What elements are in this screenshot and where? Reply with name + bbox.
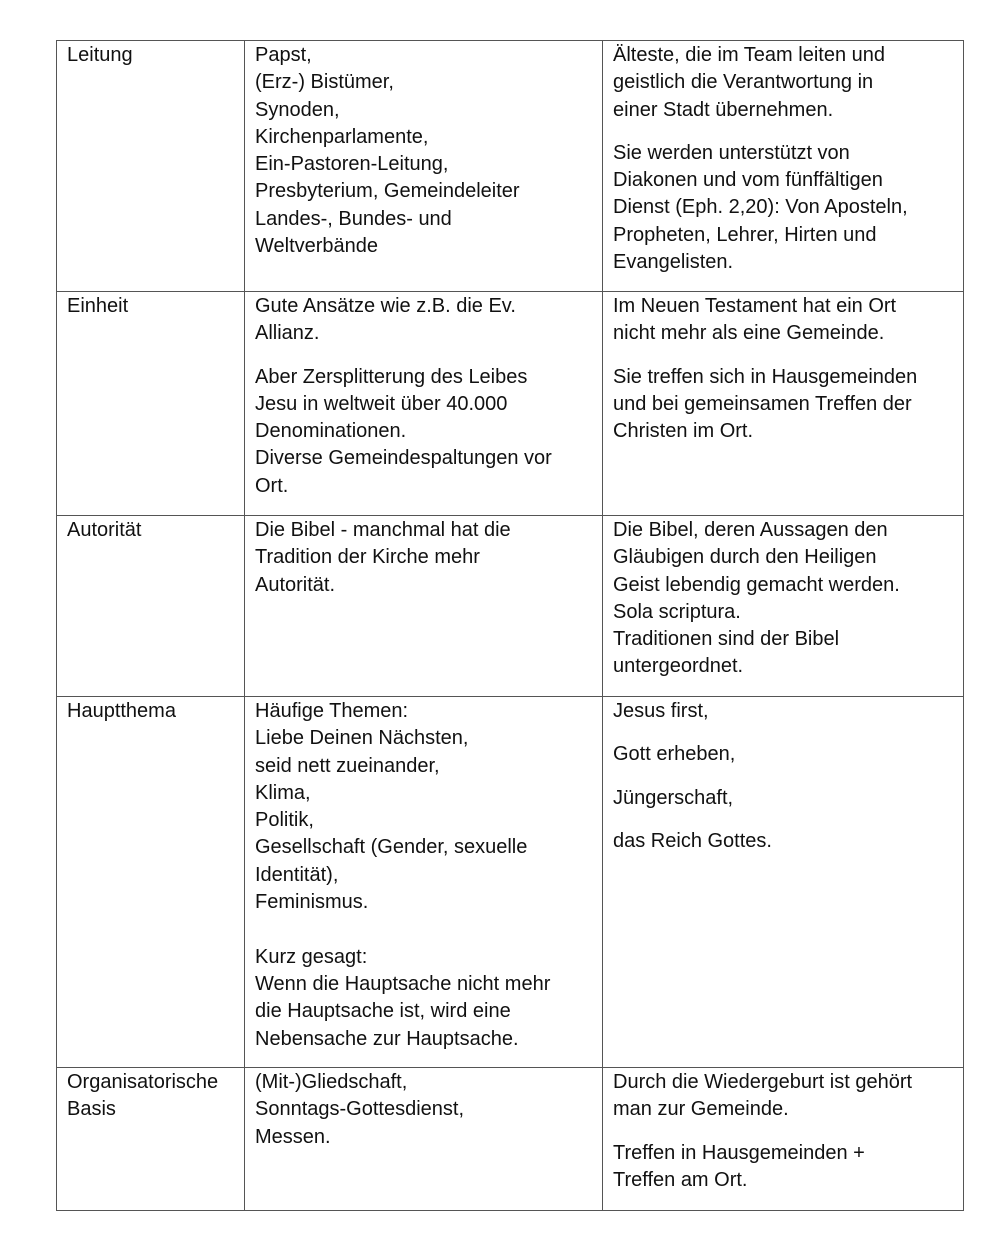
cell-paragraph: Durch die Wiedergeburt ist gehört man zur Gemeinde. <box>613 1071 913 1121</box>
row-label: Leitung <box>67 44 133 66</box>
row-label: Autorität <box>67 519 142 541</box>
cell-paragraph: Sie werden unterstützt von Diakonen und vom fünffältigen Dienst (Eph. 2,20): Von Aposteln, Propheten, Lehrer, Hirten und Evangelisten. <box>613 141 908 274</box>
cell-paragraph: (Mit-)Gliedschaft, Sonntags-Gottesdienst, Messen. <box>255 1071 465 1148</box>
cell-paragraph: Papst, (Erz-) Bistümer, Synoden, Kirchenparlamente, Ein-Pastoren-Leitung, Presbyterium, Gemeindeleiter Landes-, Bundes- und Weltverbände <box>255 44 520 258</box>
row-label-cell <box>57 697 245 1068</box>
cell-paragraph: das Reich Gottes. <box>613 829 772 852</box>
cell-paragraph: Gott erheben, <box>613 743 736 766</box>
house-church-column-cell <box>603 697 964 1068</box>
table-row-hauptthema <box>57 697 964 1068</box>
cell-paragraph: Treffen in Hausgemeinden + Treffen am Ort. <box>613 1141 865 1191</box>
church-column-cell <box>245 292 603 516</box>
row-label: Einheit <box>67 295 129 317</box>
cell-paragraph: Gute Ansätze wie z.B. die Ev. Allianz. <box>255 295 516 345</box>
house-church-column-cell <box>603 292 964 516</box>
cell-paragraph: Älteste, die im Team leiten und geistlich die Verantwortung in einer Stadt übernehmen. <box>613 44 886 121</box>
cell-paragraph: Aber Zersplitterung des Leibes Jesu in weltweit über 40.000 Denominationen. Diverse Gemeindespaltungen vor Ort. <box>255 365 552 497</box>
cell-paragraph: Jüngerschaft, <box>613 786 734 809</box>
house-church-column-cell <box>603 41 964 292</box>
house-church-column-cell <box>603 1068 964 1211</box>
row-label-cell <box>57 516 245 697</box>
house-church-column-cell <box>603 516 964 697</box>
cell-paragraph: Die Bibel, deren Aussagen den Gläubigen durch den Heiligen Geist lebendig gemacht werden. Sola scriptura. Traditionen sind der Bibel untergeordnet. <box>613 519 900 678</box>
cell-paragraph: Jesus first, <box>613 700 709 722</box>
church-column-cell <box>245 41 603 292</box>
cell-paragraph: Die Bibel - manchmal hat die Tradition der Kirche mehr Autorität. <box>255 519 511 596</box>
row-label-cell <box>57 1068 245 1211</box>
cell-paragraph: Im Neuen Testament hat ein Ort nicht mehr als eine Gemeinde. <box>613 295 897 345</box>
row-label: Organisatorische Basis <box>67 1071 219 1121</box>
cell-paragraph: Sie treffen sich in Hausgemeinden und bei gemeinsamen Treffen der Christen im Ort. <box>613 365 918 443</box>
row-label-cell <box>57 41 245 292</box>
table-row-autoritaet <box>57 516 964 697</box>
row-label: Hauptthema <box>67 700 176 722</box>
table-row-einheit <box>57 292 964 516</box>
church-column-cell <box>245 516 603 697</box>
table-row-leitung <box>57 41 964 292</box>
row-label-cell <box>57 292 245 516</box>
church-column-cell <box>245 697 603 1068</box>
comparison-table <box>56 40 964 1211</box>
cell-paragraph: Häufige Themen: Liebe Deinen Nächsten, seid nett zueinander, Klima, Politik, Gesellschaft (Gender, sexuelle Identität), Feminismus. Kurz gesagt: Wenn die Hauptsache nicht mehr die Hauptsache ist, wird eine Nebensache zur Hauptsache. <box>255 700 551 1050</box>
table-row-organisatorische-basis <box>57 1068 964 1211</box>
church-column-cell <box>245 1068 603 1211</box>
